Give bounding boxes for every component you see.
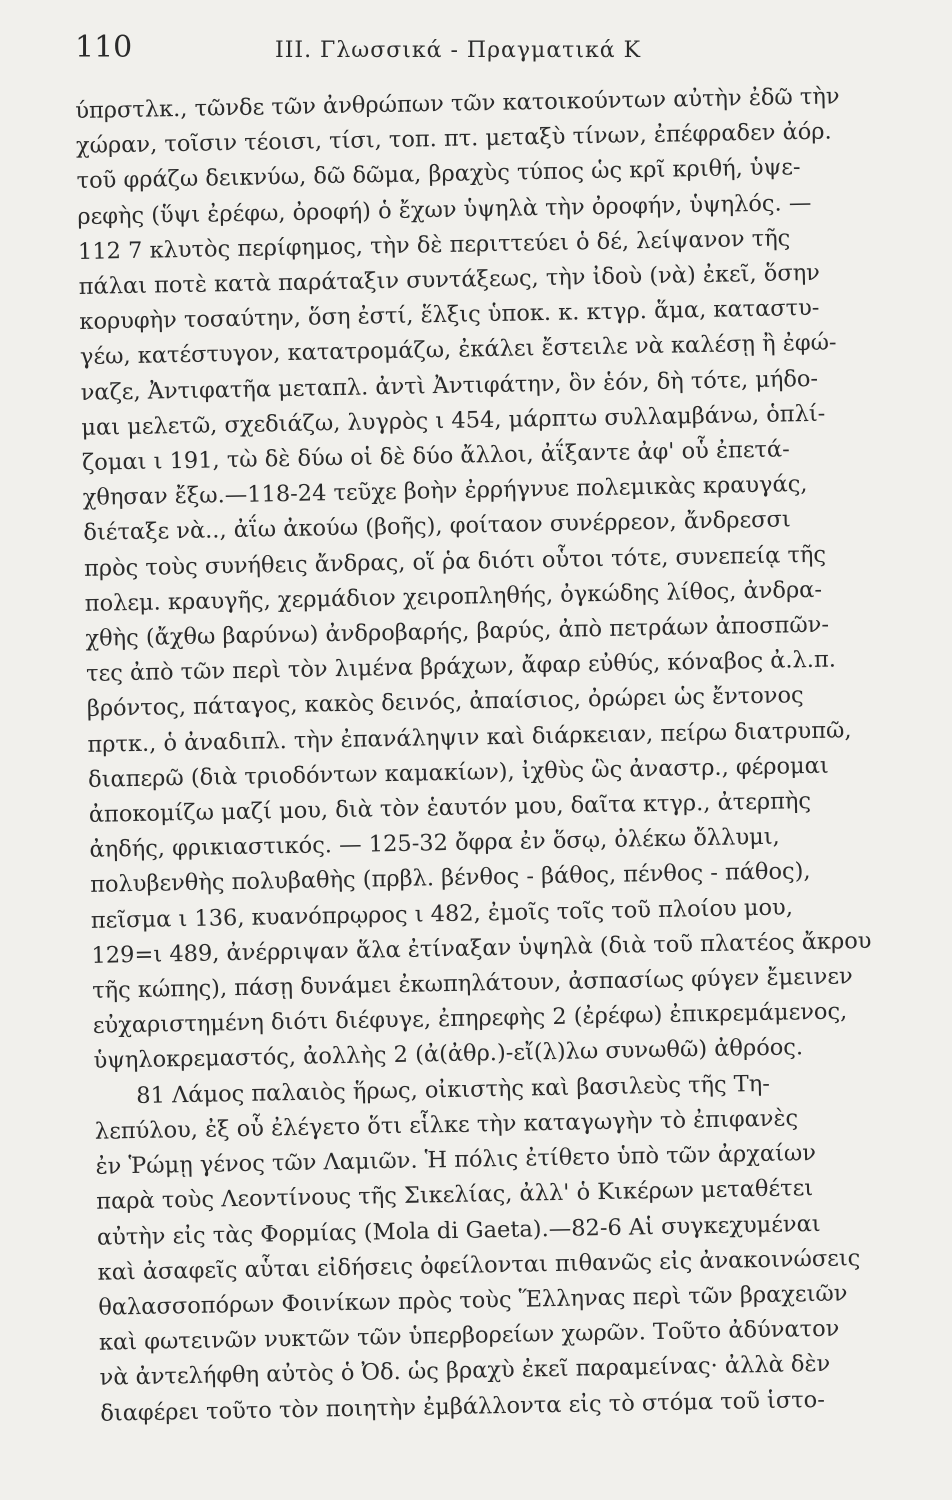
text-line: πολυβενθὴς πολυβαθὴς (πρβλ. βένθος - βάθος, πένθος - πάθος), [89, 858, 811, 899]
text-line: πάλαι ποτὲ κατὰ παράταξιν συντάξεως, τὴν ἰδοὺ (νὰ) ἐκεῖ, ὅσην [78, 259, 821, 300]
text-line: 129=ι 489, ἀνέρριψαν ἅλα ἐτίναξαν ὑψηλὰ (διὰ τοῦ πλατέος ἄκρου [91, 927, 872, 969]
text-line: εὐχαριστημένη διότι διέφυγε, ἐπηρεφὴς 2 (ἐρέφω) ἐπικρεμάμενος, [92, 998, 848, 1040]
text-line: τῆς κώπης), πάσῃ δυνάμει ἐκωπηλάτουν, ἀσπασίως φύγεν ἔμεινεν [91, 963, 853, 1004]
text-line: ναζε, Ἀντιφατῆα μεταπλ. ἀντὶ Ἀντιφάτην, ὃν ἑόν, δὴ τότε, μήδο- [80, 365, 819, 406]
text-line: τες ἀπὸ τῶν περὶ τὸν λιμένα βράχων, ἄφαρ εὐθύς, κόναβος ἀ.λ.π. [85, 646, 837, 688]
page-number: 110 [75, 30, 133, 65]
text-line: ἀηδής, φρικιαστικός. — 125-32 ὄφρα ἐν ὅσῳ, ὀλέκω ὄλλυμι, [89, 823, 780, 864]
text-line: 81 Λάμος παλαιὸς ἥρως, οἰκιστὴς καὶ βασιλεὺς τῆς Τη- [135, 1070, 771, 1109]
text-line: μαι μελετῶ, σχεδιάζω, λυγρὸς ι 454, μάρπτω συλλαμβάνω, ὁπλί- [81, 400, 826, 441]
text-line: παρὰ τοὺς Λεοντίνους τῆς Σικελίας, ἀλλ' ὁ Κικέρων μεταθέτει [96, 1175, 814, 1216]
text-line: λεπύλου, ἐξ οὗ ἐλέγετο ὅτι εἷλκε τὴν καταγωγὴν τὸ ἐπιφανὲς [94, 1105, 799, 1145]
text-line: αὐτὴν εἰς τὰς Φορμίας (Mola di Gaeta).—82-6 Αἱ συγκεχυμέναι [96, 1210, 821, 1251]
text-line: ἐν Ῥώμῃ γένος τῶν Λαμιῶν. Ἡ πόλις ἐτίθετο ὑπὸ τῶν ἀρχαίων [95, 1140, 817, 1180]
text-line: διέταξε νὰ.., ἀΐω ἀκούω (βοῆς), φοίταον συνέρρεον, ἄνδρεσσι [83, 506, 791, 547]
text-line: νὰ ἀντελήφθη αὐτὸς ὁ Ὀδ. ὡς βραχὺ ἐκεῖ παραμείνας· ἀλλὰ δὲν [99, 1351, 831, 1392]
text-line: θαλασσοπόρων Φοινίκων πρὸς τοὺς Ἕλληνας περὶ τῶν βραχειῶν [98, 1280, 848, 1321]
text-line: διαπερῶ (διὰ τριοδόντων καμακίων), ἰχθὺς ὣς ἀναστρ., φέρομαι [87, 752, 829, 793]
text-line: χθὴς (ἄχθω βαρύνω) ἀνδροβαρής, βαρύς, ἀπὸ πετράων ἀποσπῶν- [85, 611, 830, 652]
text-line: ὑψηλοκρεμαστός, ἀολλὴς 2 (ἀ(ἀθρ.)-εἴ(λ)λω συνωθῶ) ἀθρόος. [93, 1034, 804, 1075]
text-line: χώραν, τοῖσιν τέοισι, τίσι, τοπ. πτ. μεταξὺ τίνων, ἐπέφραδεν ἀόρ. [75, 118, 832, 160]
text-line: καὶ ἀσαφεῖς αὗται εἰδήσεις ὀφείλονται πιθανῶς εἰς ἀνακοινώσεις [97, 1244, 861, 1286]
text-line: ύπρστλκ., τῶνδε τῶν ἀνθρώπων τῶν κατοικούντων αὐτὴν ἐδῶ τὴν [75, 83, 840, 124]
text-line: καὶ φωτεινῶν νυκτῶν τῶν ὑπερβορείων χωρῶν. Τοῦτο ἀδύνατον [98, 1315, 840, 1356]
text-line: βρόντος, πάταγος, κακὸς δεινός, ἀπαίσιος, ὀρώρει ὡς ἔντονος [86, 682, 804, 723]
text-line: πρὸς τοὺς συνήθεις ἄνδρας, οἵ ῥα διότι οὗτοι τότε, συνεπείᾳ τῆς [83, 541, 827, 582]
text-line: 112 7 κλυτὸς περίφημος, τὴν δὲ περιττεύει ὁ δέ, λείψανον τῆς [77, 225, 791, 265]
text-line: ἀποκομίζω μαζί μου, διὰ τὸν ἑαυτόν μου, δαῖτα κτγρ., ἀτερπὴς [88, 788, 812, 828]
commentary-text [75, 78, 918, 1431]
text-line: πολεμ. κραυγῆς, χερμάδιον χειροπληθής, ὀγκώδης λίθος, ἀνδρα- [84, 576, 823, 617]
text-line: κορυφὴν τοσαύτην, ὅση ἐστί, ἕλξις ὑποκ. κ. κτγρ. ἅμα, καταστυ- [79, 294, 820, 336]
running-title: III. Γλωσσικά - Πραγματικά Κ [275, 38, 642, 63]
text-line: διαφέρει τοῦτο τὸν ποιητὴν ἐμβάλλοντα εἰς τὸ στόμα τοῦ ἱστο- [100, 1386, 826, 1427]
text-line: ρεφὴς (ὕψι ἐρέφω, ὀροφή) ὁ ἔχων ὑψηλὰ τὴν ὀροφήν, ὑψηλός. — [77, 189, 812, 230]
text-line: ζομαι ι 191, τὼ δὲ δύω οἱ δὲ δύο ἄλλοι, ἀΐξαντε ἀφ' οὗ ἐπετά- [81, 436, 790, 476]
text-line: χθησαν ἔξω.—118-24 τεῦχε βοὴν ἐρρήγνυε πολεμικὰς κραυγάς, [82, 471, 808, 512]
text-line: πρτκ., ὁ ἀναδιπλ. τὴν ἐπανάληψιν καὶ διάρκειαν, πείρω διατρυπῶ, [87, 716, 852, 758]
text-line: πεῖσμα ι 136, κυανόπρῳρος ι 482, ἐμοῖς τοῖς τοῦ πλοίου μου, [90, 894, 794, 934]
text-line: τοῦ φράζω δεικνύω, δῶ δῶμα, βραχὺς τύπος ὡς κρῖ κριθή, ὑψε- [76, 154, 801, 195]
text-line: γέω, κατέστυγον, κατατρομάζω, ἐκάλει ἔστειλε νὰ καλέσῃ ἢ ἐφώ- [79, 329, 837, 371]
